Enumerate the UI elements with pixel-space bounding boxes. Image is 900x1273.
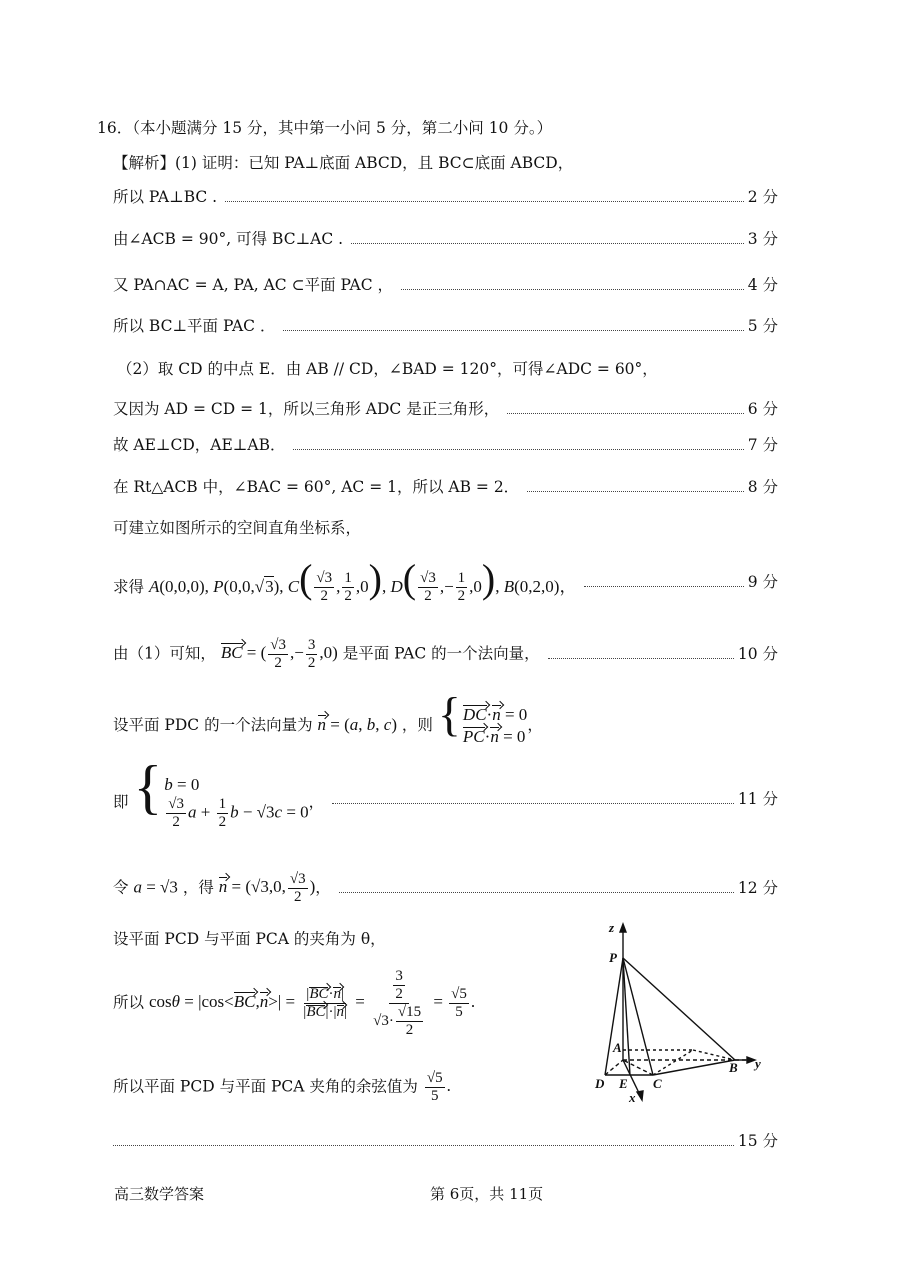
solution-line-9: 在 Rt△ACB 中，∠BAC = 60°, AC = 1，所以 AB = 2． 8 分 xyxy=(113,478,778,496)
dot-leader xyxy=(584,586,743,587)
dot-leader xyxy=(507,413,743,414)
label-a: A xyxy=(613,1040,622,1055)
dot-leader xyxy=(401,289,744,290)
footer-page-number: 第 6页，共 11页 xyxy=(430,1185,544,1203)
label-e: E xyxy=(619,1076,628,1091)
label-d: D xyxy=(595,1076,605,1091)
pyramid-figure xyxy=(585,920,775,1105)
equation-system: b = 0 $\frac{√3}{2}$ a + $\frac{1}{2}$ b − √3c = 0 xyxy=(164,775,309,831)
solution-line-17: 所以 cosθ = |cos<BC,n>| = $\frac{|BC\cdot n|}{|BC|\cdot|n|}$ = $\frac{3}{2}$ √3· $\frac{√15}{2}$ = $\frac{√5}{5}$ . xyxy=(113,968,476,1038)
solution-line-15: 令 a = √3 ，得 n = (√3,0, $\frac{√3}{2}$ )， 12 分 xyxy=(113,870,778,905)
label-p: P xyxy=(609,950,617,965)
dot-leader xyxy=(293,449,743,450)
edge-pb xyxy=(623,958,735,1060)
solution-line-12: 由（1）可知， BC = ( $\frac{√3}{2}$ ,− $\frac{3}{2}$ ,0) 是平面 PAC 的一个法向量， 10 分 xyxy=(113,636,778,671)
solution-line-14: 即 { b = 0 $\frac{√3}{2}$ a + $\frac{1}{2}$ b − √3c = 0 ， 11 分 xyxy=(113,753,778,831)
dot-leader xyxy=(332,803,734,804)
solution-line-5: 所以 BC⊥平面 PAC ． 5 分 xyxy=(113,317,778,335)
score-mark: 5 分 xyxy=(747,317,778,335)
score-mark: 6 分 xyxy=(747,400,778,418)
score-mark: 11 分 xyxy=(737,790,778,808)
score-mark: 3 分 xyxy=(747,230,778,248)
score-mark: 12 分 xyxy=(737,879,778,897)
label-x: x xyxy=(629,1090,636,1105)
coordinates-expression: A(0,0,0), P(0,0,√3), C( $\frac{√3}{2}$ , $\frac{1}{2}$ ,0), D( $\frac{√3}{2}$ ,− $\frac{1}{2}$ ,0), B(0,2,0)， xyxy=(148,555,577,605)
score-mark: 4 分 xyxy=(747,276,778,294)
solution-line-1: 【解析】(1) 证明：已知 PA⊥底面 ABCD，且 BC⊂底面 ABCD， xyxy=(113,154,574,172)
cosine-expression: cosθ = |cos<BC,n>| = $\frac{|BC\cdot n|}{|BC|\cdot|n|}$ = $\frac{3}{2}$ √3· $\frac{√15}{2}$ = $\frac{√5}{5}$ . xyxy=(148,968,476,1038)
dot-leader xyxy=(351,243,744,244)
solution-line-16: 设平面 PCD 与平面 PCA 的夹角为 θ， xyxy=(113,930,386,948)
solution-line-11: 求得 A(0,0,0), P(0,0,√3), C( $\frac{√3}{2}$ , $\frac{1}{2}$ ,0), D( $\frac{√3}{2}$ ,− $\frac{1}{2}$ ,0), B(0,2,0)， 9 分 xyxy=(113,555,778,605)
equation-system: DC·n = 0 PC·n = 0 xyxy=(462,704,528,746)
solution-line-7: 又因为 AD = CD = 1，所以三角形 ADC 是正三角形， 6 分 xyxy=(113,400,778,418)
solution-line-8: 故 AE⊥CD，AE⊥AB． 7 分 xyxy=(113,436,778,454)
solution-line-6: （2）取 CD 的中点 E．由 AB // CD，∠BAD = 120°，可得∠ADC = 60°， xyxy=(117,360,658,378)
dot-leader xyxy=(283,330,743,331)
score-mark: 2 分 xyxy=(747,188,778,206)
dot-leader xyxy=(113,1145,734,1146)
dot-leader xyxy=(527,491,744,492)
score-mark: 8 分 xyxy=(747,478,778,496)
bc-vector-expression: BC = ( $\frac{√3}{2}$ ,− $\frac{3}{2}$ ,0) xyxy=(220,636,338,671)
label-b: B xyxy=(729,1060,738,1075)
solution-line-19 xyxy=(113,1130,778,1152)
dot-leader xyxy=(339,892,734,893)
label-c: C xyxy=(653,1076,662,1091)
dot-leader xyxy=(225,201,744,202)
problem-header: 16．（本小题满分 15 分，其中第一小问 5 分，第二小问 10 分。） xyxy=(97,119,553,137)
z-arrow xyxy=(620,924,626,932)
edge-pc xyxy=(623,958,653,1075)
solution-line-3: 由∠ACB = 90°, 可得 BC⊥AC . 3 分 xyxy=(113,230,778,248)
score-mark: 7 分 xyxy=(747,436,778,454)
footer-left: 高三数学答案 xyxy=(114,1185,205,1203)
edge-ca xyxy=(623,1060,653,1075)
edge-da xyxy=(605,1060,623,1075)
edge-pd xyxy=(605,958,623,1075)
label-z: z xyxy=(609,920,615,935)
dot-leader xyxy=(548,658,734,659)
score-mark: 10 分 xyxy=(737,645,778,663)
normal-vector-expression: n = (a, b, c) xyxy=(317,714,397,734)
score-mark: 9 分 xyxy=(747,573,778,591)
score-mark: 15 分 xyxy=(737,1132,778,1150)
solution-line-4: 又 PA∩AC = A, PA, AC ⊂平面 PAC ， 4 分 xyxy=(113,276,778,294)
solution-line-10: 可建立如图所示的空间直角坐标系， xyxy=(113,519,362,537)
label-y: y xyxy=(755,1056,761,1071)
solution-line-2: 所以 PA⊥BC . 2 分 xyxy=(113,188,778,206)
solution-line-18: 所以平面 PCD 与平面 PCA 夹角的余弦值为 $\frac{√5}{5}$ . xyxy=(113,1070,451,1104)
solution-line-13: 设平面 PDC 的一个法向量为 n = (a, b, c) ，则 { DC·n = 0 PC·n = 0 ， xyxy=(113,687,543,746)
edge-pe xyxy=(623,958,630,1075)
